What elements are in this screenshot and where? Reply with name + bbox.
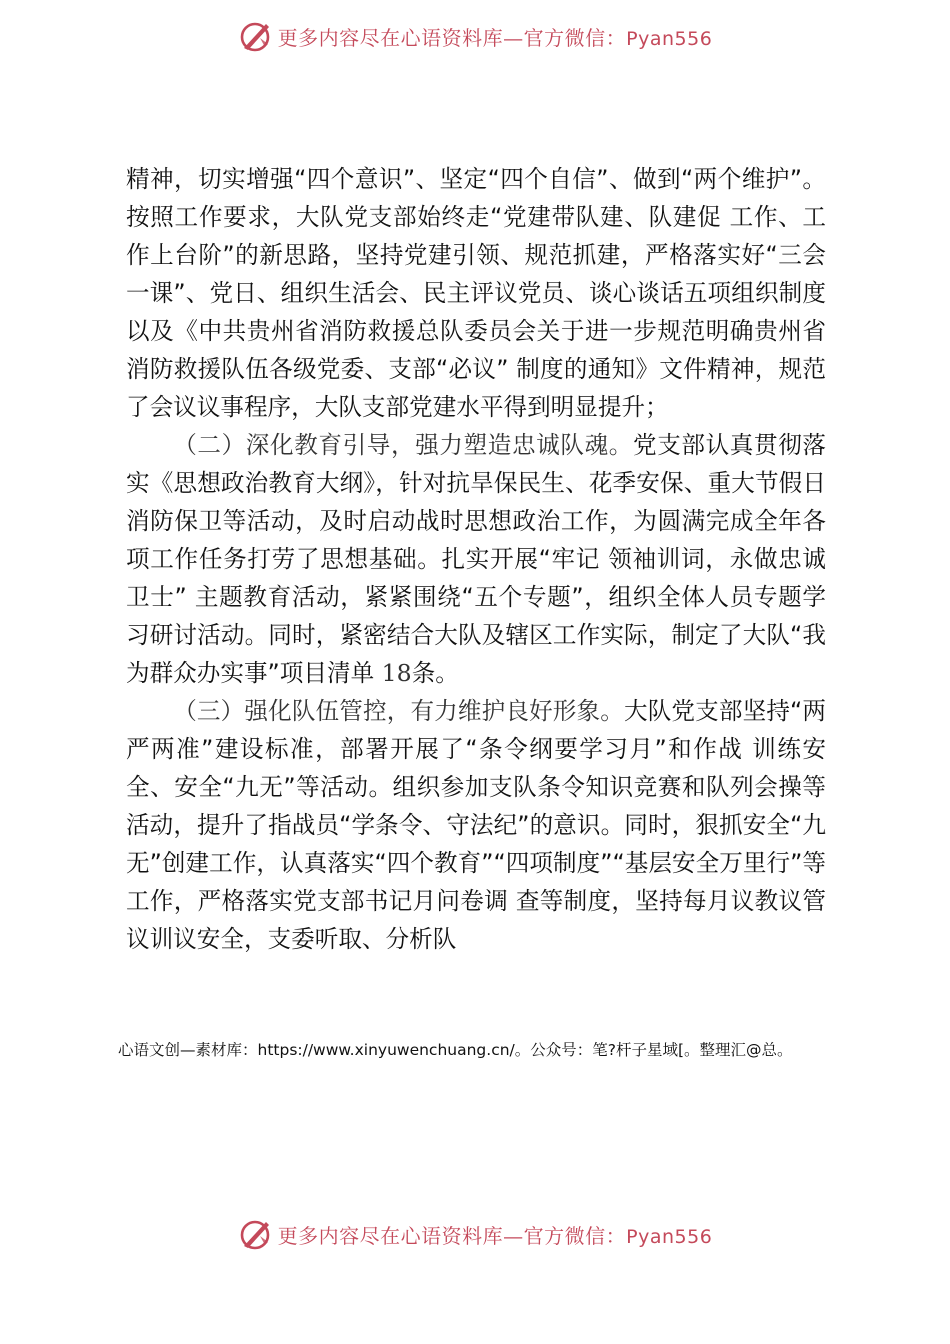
- pen-circle-logo-icon: [238, 1216, 274, 1252]
- paragraph-2-heading: （二）深化教育引导，强力塑造忠诚队魂。: [173, 431, 633, 459]
- footer-wechat-id: Pyan556: [626, 1225, 713, 1248]
- header-banner-text: [278, 22, 713, 51]
- paragraph-2-body: 党支部认真贯彻落实《思想政治教育大纲》，针对抗旱保民生、花季安保、重大节假日消防保卫等活动，及时启动战时思想政治工作，为圆满完成全年各项工作任务打劳了思想基础。扎实开展“牢记 领袖训词，永做忠诚卫士” 主题教育活动，紧紧围绕“五个专题”，组织全体人员专题学习研讨活动。同时，紧密结合大队及辖区工作实际，制定了大队“我为群众办实事”项目清单: [126, 431, 826, 687]
- header-cn-text: 更多内容尽在心语资料库—官方微信：: [277, 25, 627, 50]
- footer-cn-text: 更多内容尽在心语资料库—官方微信：: [277, 1223, 627, 1248]
- source-note: 心语文创—素材库：https://www.xinyuwenchuang.cn/。公众号：笔?杆子星域[。整理汇@总。: [118, 1041, 793, 1059]
- pen-circle-logo-icon: [238, 18, 274, 54]
- header-wechat-id: Pyan556: [626, 27, 713, 50]
- paragraph-3: [126, 692, 826, 958]
- paragraph-1: 精神，切实增强“四个意识”、坚定“四个自信”、做到“两个维护”。按照工作要求，大队党支部始终走“党建带队建、队建促 工作、工作上台阶”的新思路，坚持党建引领、规范抓建，严格落实好“三会一课”、党日、组织生活会、民主评议党员、谈心谈话五项组织制度以及《中共贵州省消防救援总队委员会关于进一步规范明确贵州省消防救援队伍各级党委、支部“必议” 制度的通知》文件精神，规范了会议议事程序，大队支部党建水平得到明显提升；: [126, 165, 826, 421]
- document-body: [126, 160, 826, 958]
- paragraph-3-body: 大队党支部坚持“两严两准”建设标准，部署开展了“条令纲要学习月”和作战 训练安全、安全“九无”等活动。组织参加支队条令知识竞赛和队列会操等活动，提升了指战员“学条令、守法纪”的意识。同时，狠抓安全“九无”创建工作，认真落实“四个教育”“四项制度”“基层安全万里行”等工作，严格落实党支部书记月问卷调 查等制度，坚持每月议教议管议训议安全，支委听取、分析队: [126, 697, 826, 953]
- paragraph-2-tail: 条。: [411, 659, 459, 687]
- paragraph-3-heading: （三）强化队伍管控，有力维护良好形象。: [173, 697, 624, 725]
- footer-banner-text: [278, 1220, 713, 1249]
- paragraph-2: [126, 426, 826, 692]
- footer-banner: [0, 1212, 950, 1256]
- paragraph-2-number: 18: [374, 659, 412, 687]
- header-banner: [0, 14, 950, 58]
